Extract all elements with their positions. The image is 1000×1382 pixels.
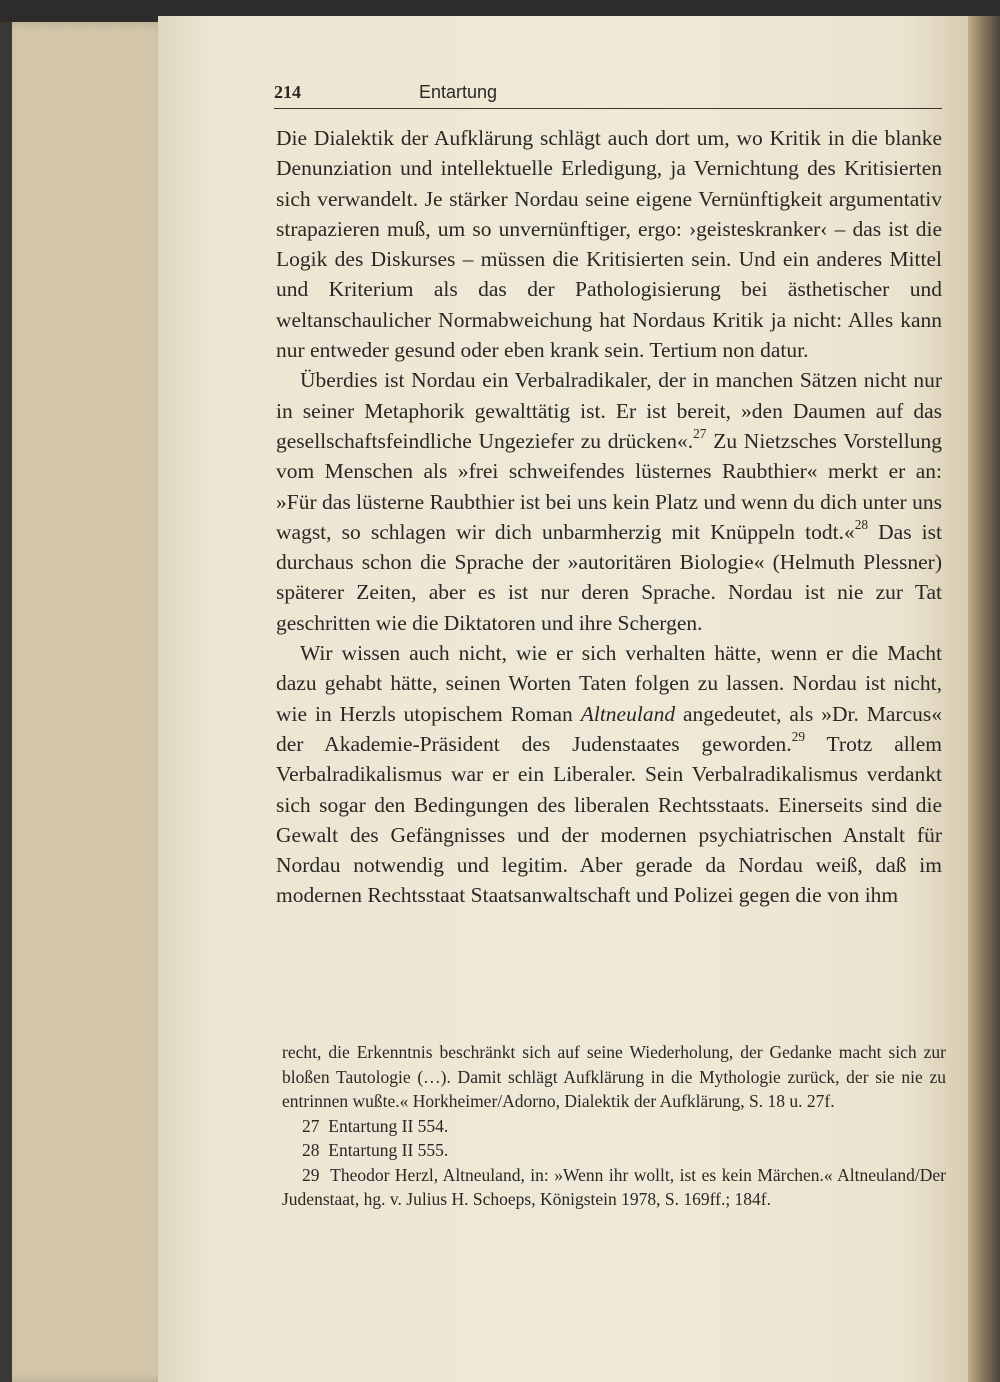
paragraph-text: Wir wissen auch nicht, wie er sich verhalten hätte, wenn er die Macht dazu gehabt hätte, seinen Worten Taten folgen zu lassen. Nordau ist nicht, wie in Herzls utopischem Roman — [276, 641, 942, 726]
footnote-number: 27 — [302, 1115, 320, 1136]
footnote-27 — [282, 1114, 946, 1139]
footnote-text: Theodor Herzl, Altneuland, in: »Wenn ihr wollt, ist es kein Märchen.« Altneuland/Der Judenstaat, hg. v. Julius H. Schoeps, Königstein 1978, S. 169ff.; 184f. — [282, 1164, 947, 1209]
footnote-ref-28: 28 — [854, 516, 869, 532]
running-head — [274, 80, 942, 109]
footnote-text: Entartung II 554. — [328, 1115, 449, 1136]
book-page-edges — [12, 22, 170, 1382]
paragraph-text: Trotz allem Verbalradikalismus war er ein Liberaler. Sein Verbalradikalismus verdankt sich sogar den Bedingungen des liberalen Rechtsstaats. Einerseits sind die Gewalt des Gefängnisses und der modernen psychiatrischen Anstalt für Nordau notwendig und legitim. Aber gerade da Nordau weiß, daß im modernen Rechtsstaat Staatsanwaltschaft und Polizei gegen die von ihm — [276, 731, 942, 908]
paragraph-3 — [276, 638, 942, 911]
paragraph-2 — [276, 365, 942, 638]
paragraph-text: Zu Nietzsches Vorstellung vom Menschen als »frei schweifendes lüsternes Raubthier« merkt er an: »Für das lüsterne Raubthier ist bei uns kein Platz und wenn du dich unter uns wagst, so schlagen wir dich unbarmherzig mit Knüppeln todt.« — [276, 428, 943, 544]
chapter-title: Entartung — [419, 82, 498, 102]
footnote-ref-29: 29 — [791, 728, 806, 744]
paragraph-1 — [276, 123, 942, 365]
paragraph-text: Das ist durchaus schon die Sprache der »autoritären Biologie« (Helmuth Plessner) späterer Zeiten, aber es ist nur deren Sprache. Nordau ist nie zur Tat geschritten wie die Diktatoren und ihre Schergen. — [276, 519, 942, 635]
paragraph-text: angedeutet, als »Dr. Marcus« der Akademie-Präsident des Judenstaates geworden. — [276, 701, 942, 756]
book-title-italic: Altneuland — [580, 701, 676, 726]
footnote-ref-27: 27 — [693, 425, 707, 441]
main-text — [276, 123, 942, 911]
footnote-28 — [282, 1138, 946, 1163]
paragraph-text: Überdies ist Nordau ein Verbalradikaler, der in manchen Sätzen nicht nur in seiner Metaphorik gewalttätig ist. Er ist bereit, »den Daumen auf das gesellschaftsfeindliche Ungeziefer zu drücken«. — [276, 368, 942, 453]
footnotes — [282, 1040, 946, 1212]
footnote-number: 28 — [302, 1140, 320, 1160]
paragraph-text: Die Dialektik der Aufklärung schlägt auch dort um, wo Kritik in die blanke Denunziation und intellektuelle Erledigung, ja Vernichtung des Kritisierten sich verwandelt. Je stärker Nordau seine eigene Vernünftigkeit argumentativ strapazieren muß, um so unvernünftiger, ergo: ›geisteskranker‹ – das ist die Logik des Diskurses – müssen die Kritisierten sein. Und ein anderes Mittel und Kriterium als das der Pathologisierung bei ästhetischer und weltanschaulicher Normabweichung hat Nordaus Kritik ja nicht: Alles kann nur entweder gesund oder eben krank sein. Tertium non datur. — [276, 126, 942, 363]
footnote-number: 29 — [302, 1164, 320, 1185]
footnote-continuation: recht, die Erkenntnis beschränkt sich auf seine Wiederholung, der Gedanke macht sich zur bloßen Tautologie (…). Damit schlägt Aufklärung in die Mythologie zurück, der sie nie zu entrinnen wußte.« Horkheimer/Adorno, Dialektik der Aufklärung, S. 18 u. 27f. — [282, 1042, 946, 1111]
footnote-29 — [282, 1163, 946, 1212]
page-number: 214 — [274, 82, 301, 102]
footnote-text: Entartung II 555. — [328, 1140, 449, 1160]
book-spine-shadow — [968, 16, 1000, 1382]
